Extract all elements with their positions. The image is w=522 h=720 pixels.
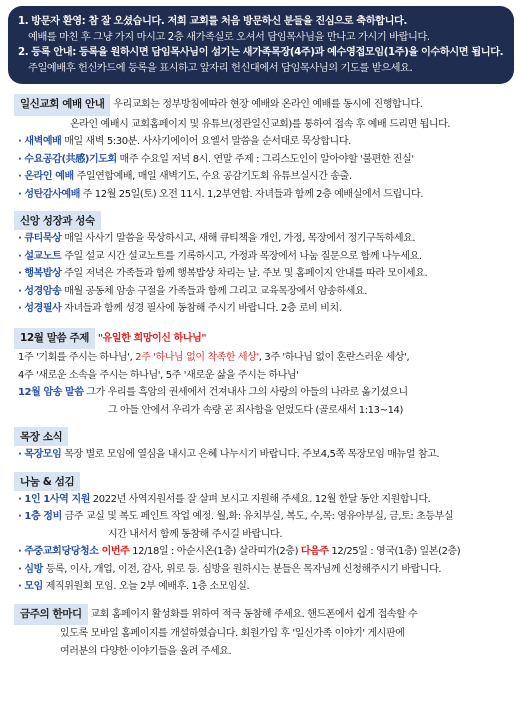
worship-intro-1: 우리교회는 정부방침에따라 현장 예배와 온라인 예배를 동시에 진행합니다. [113,99,423,110]
theme-weeks-2: 4주 '새로운 소속을 주시는 하나님', 5주 '새로운 삶을 주시는 하나님' [18,369,299,381]
growth-section [8,211,514,318]
bulletin-page [0,6,522,720]
notice-line-3: 2. 등록 안내: 등록을 원하시면 담임목사님이 섬기는 새가족목장(4주)과 예수영접모임(1주)을 이수하시면 됩니다. [18,47,504,58]
section-title-bulletin: 금주의 한마디 [14,604,88,626]
notice-box [8,6,514,84]
section-title-worship: 일신교회 예배 안내 [14,94,110,116]
memory-verse-2: 그 아들 안에서 우리가 속량 곧 죄사함을 얻었도다 (골로새서 1:13~14) [108,404,404,416]
bulletin-line-3: 여러분의 다양한 이야기들을 올려 주세요. [60,645,232,657]
list-item: · 모임 제직위원회 모임. 오늘 2부 예배후. 1층 소모임실. [18,581,250,592]
mokjang-section [8,427,514,464]
theme-weeks-1: 1주 '기회를 주시는 하나님', 2주 '하나님 없이 착족한 세상', 3주 '하나님 없이 혼란스러운 세상', [18,352,410,363]
list-item: · 주중교회당당청소 이번주 12/18일 : 아순시온(1층) 살라띠가(2층) 다음주 12/25일 : 영국(1층) 일본(2층) [18,546,461,557]
theme-quote: "유일한 희망이신 하나님" [97,332,207,344]
section-title-share: 나눔 & 섬김 [14,472,80,491]
list-item: · 성경필사 자녀들과 함께 성경 필사에 동참해 주시기 바랍니다. 2층 로비 비치. [18,303,342,314]
notice-line-2: 예배를 마친 후 그냥 가지 마시고 2층 새가족실로 오셔서 담임목사님을 만나고 가시기 바랍니다. [28,31,430,43]
list-item: · 행복밥상 주일 저녁은 가족들과 함께 행복밥상 차리는 날. 주보 및 홈페이지 안내를 따라 모이세요. [18,268,428,279]
theme-section [8,328,514,420]
list-item-cont: 시간 내서서 함께 동참해 주시길 바랍니다. [108,528,283,540]
share-section [8,472,514,596]
list-item: · 심방 등록, 이사, 개업, 이전, 감사, 위로 등. 심방을 원하시는 분들은 목자님께 신청해주시기 바랍니다. [18,563,442,575]
list-item: · 큐티묵상 매일 사사기 말씀을 묵상하시고, 새해 큐티책을 개인, 가정, 목장에서 정기구독하세요. [18,233,416,244]
bulletin-line-2: 있도록 모바일 홈페이지를 개설하였습니다. 회원가입 후 '일신가족 이야기' 게시판에 [60,628,405,639]
list-item: · 성탄감사예배 주 12월 25일(토) 오전 11시. 1,2부연합. 자녀들과 함께 2층 예배실에서 드립니다. [18,188,424,200]
list-item: · 목장모임 목장 별로 모임에 열심을 내시고 은혜 나누시기 바랍니다. 주보4,5쪽 목장모임 매뉴얼 참고. [18,449,440,460]
section-title-mokjang: 목장 소식 [14,427,68,446]
bulletin-section [8,604,514,661]
memory-verse: 12월 암송 말씀 그가 우리를 흑암의 권세에서 건져내사 그의 사랑의 아들의 나라로 옮기셨으니 [18,387,408,398]
list-item: · 1인 1사역 지원 2022년 사역지원서를 잘 살펴 보시고 지원해 주세요. 12월 한달 동안 지원합니다. [18,493,431,505]
notice-line-4: 주일예배후 헌신카드에 등록을 표시하고 앞자리 헌신대에서 담임목사님의 기도를 받으세요. [28,62,413,74]
list-item: · 설교노트 주일 설교 시간 설교노트를 기록하시고, 가정과 목장에서 나눔 질문으로 함께 나누세요. [18,250,422,262]
notice-line-1: 1. 방문자 환영: 참 잘 오셨습니다. 저희 교회를 처음 방문하신 분들을 진심으로 축하합니다. [18,16,407,27]
list-item: · 온라인 예배 주일연합예배, 매일 새벽기도, 수요 공감기도회 유튜브실시간 송출. [18,171,352,182]
list-item: · 새벽예배 매일 새벽 5:30분. 사사기에이어 요엘서 말씀을 순서대로 묵상합니다. [18,136,351,147]
list-item: · 수요공감(共感)기도회 매주 수요일 저녁 8시. 연말 주제 : 그리스도인이 알아야할 '불편한 진실' [18,153,414,165]
section-title-growth: 신앙 성장과 성숙 [14,211,101,230]
worship-intro-2: 온라인 예배시 교회홈페이지 및 유튜브(정관일신교회)를 통하여 접속 후 예배 드리면 됩니다. [70,118,451,130]
list-item: · 성경암송 매월 공동체 암송 구절을 가족들과 함께 그리고 교육목장에서 암송하세요. [18,285,368,297]
worship-section [8,94,514,203]
bulletin-line-1: 교회 홈페이지 활성화를 위하여 적극 동참해 주세요. 핸드폰에서 쉽게 접속할 수 [90,608,418,620]
list-item: · 1층 정비 금주 교실 및 복도 페인트 작업 예정. 월,화: 유치부실, 복도, 수,목: 영유아부실, 금,토: 초등부실 [18,511,454,522]
section-title-theme: 12월 말씀 주제 [14,328,95,350]
